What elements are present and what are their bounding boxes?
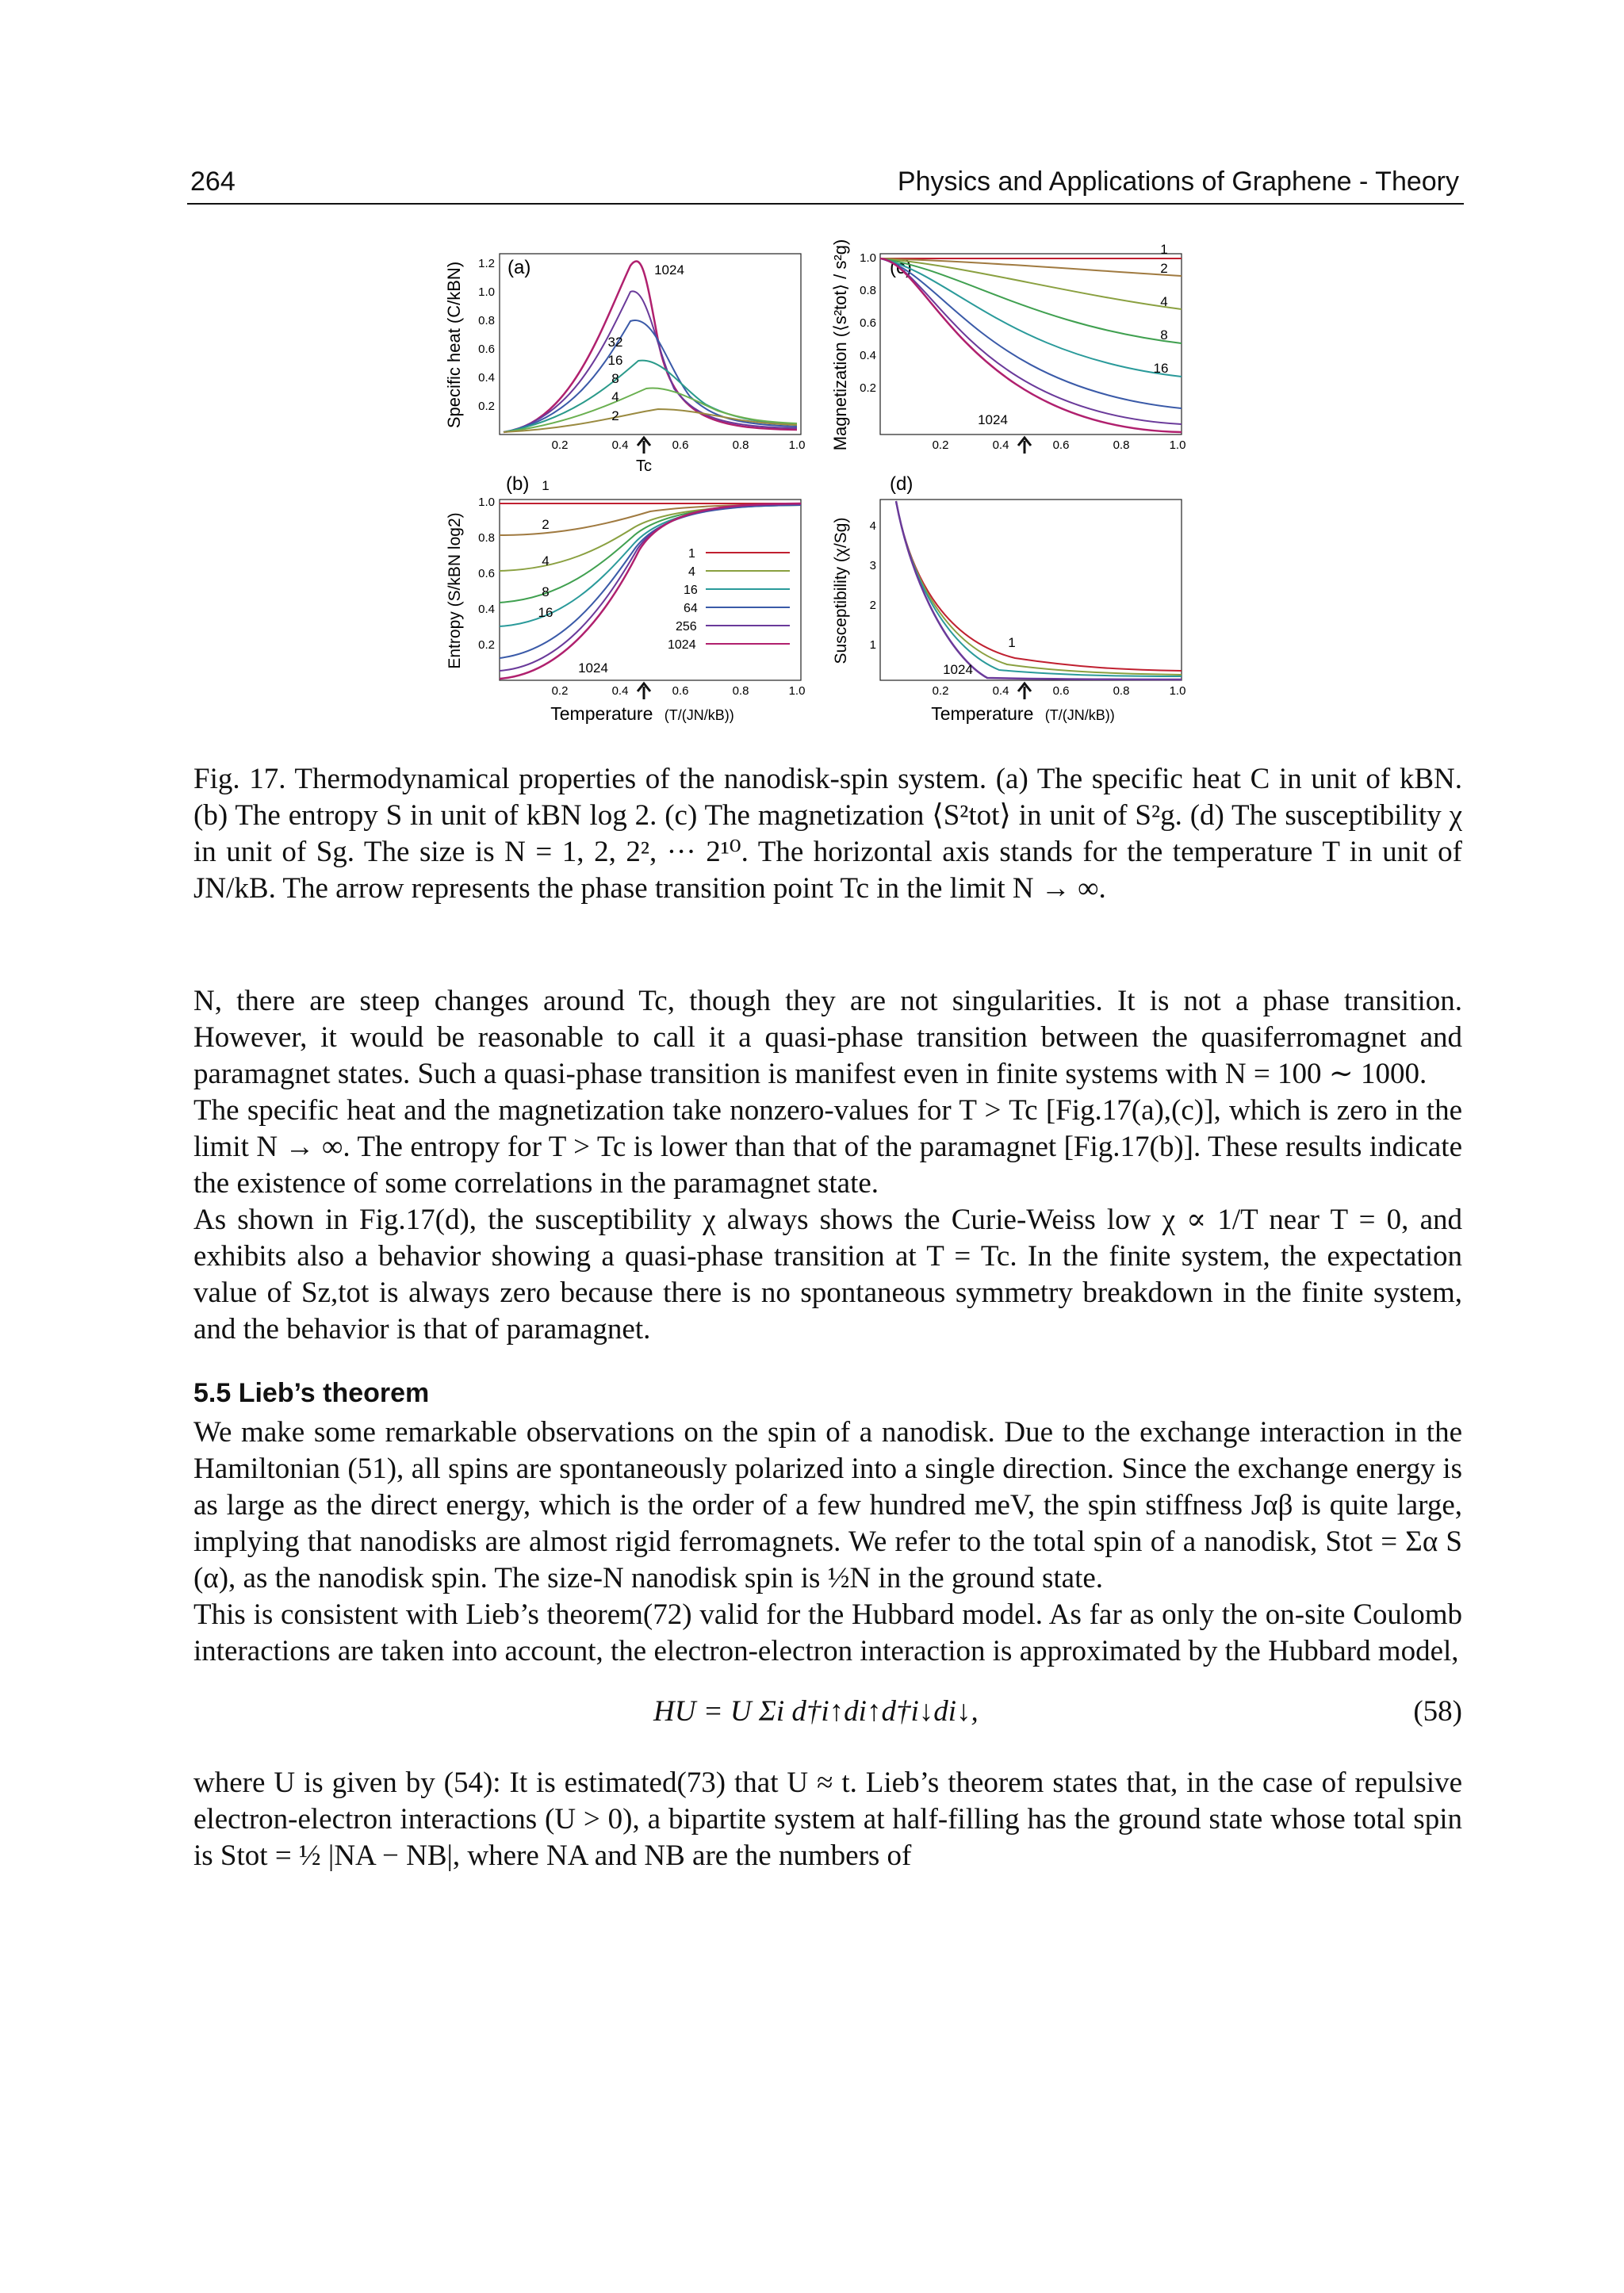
curve-a-16 [504, 320, 797, 432]
tc-arrow-a [638, 438, 650, 454]
section-heading: 5.5 Lieb’s theorem [193, 1378, 430, 1408]
panel-b-xtick: 0.8 [732, 684, 749, 698]
panel-b-ytick: 0.4 [478, 603, 495, 616]
panel-d-xtick: 0.4 [992, 684, 1009, 698]
panel-a-ytick: 0.4 [478, 371, 495, 385]
panel-c-curve-label: 2 [1160, 261, 1168, 276]
panel-a-curve-label: 4 [611, 389, 619, 404]
panel-d-ylabel: Susceptibility (χ/Sg) [832, 517, 850, 664]
panel-b-ylabel: Entropy (S/kBN log2) [446, 512, 464, 669]
panel-b-curve-label: 1 [542, 478, 550, 493]
curve-c-8 [880, 258, 1182, 343]
panel-b-xtick: 0.6 [672, 684, 689, 698]
panel-d-ytick: 4 [869, 519, 876, 533]
panel-c-xtick: 0.2 [932, 438, 949, 452]
panel-a-xtick: 0.4 [611, 438, 629, 452]
panel-b [446, 473, 805, 724]
panel-a-curve-label: 1024 [654, 262, 684, 278]
panel-c-xtick: 0.4 [992, 438, 1009, 452]
legend-label: 256 [676, 620, 697, 634]
panel-a-curve-label: 16 [607, 353, 623, 368]
panel-a-xtick: 1.0 [788, 438, 806, 452]
panel-a-ytick: 1.0 [478, 285, 495, 299]
panel-c-curve-label: 16 [1153, 361, 1169, 376]
panel-a-tc-label: Tc [636, 457, 652, 475]
panel-a-ylabel: Specific heat (C/kBN) [444, 261, 464, 429]
panel-d-xlabel: Temperature (T/(JN/kB)) [931, 703, 1115, 724]
curve-c-2 [880, 258, 1182, 276]
panel-b-label: (b) [506, 473, 530, 495]
panel-b-xtick: 0.4 [611, 684, 629, 698]
legend-label: 64 [684, 602, 698, 615]
tc-arrow-c [1018, 438, 1031, 454]
panel-d-ytick: 3 [869, 559, 876, 572]
panel-b-legend [668, 547, 790, 652]
panel-d-xtick: 0.8 [1113, 684, 1130, 698]
panel-d [832, 473, 1185, 724]
panel-c [830, 239, 1185, 454]
equation-body: HU = U Σi d†i↑di↑d†i↓di↓, [653, 1695, 979, 1728]
panel-b-ytick: 0.8 [478, 531, 495, 545]
panel-b-ytick: 0.6 [478, 567, 495, 580]
panel-b-xtick: 0.2 [551, 684, 569, 698]
paragraph: N, there are steep changes around Tc, though they are not singularities. It is not a phase transition. However, it would be reasonable to call it a quasi-phase transition between the quasiferromagnet and paramagnet states. Such a quasi-phase transition is manifest even in finite systems with N = 100 ∼ 1000. [193, 985, 1462, 1090]
panel-a-ytick: 0.2 [478, 400, 495, 413]
panel-c-curve-label: 8 [1160, 327, 1168, 343]
panel-c-curve-label: 4 [1160, 294, 1168, 309]
panel-a-ytick: 1.2 [478, 257, 495, 270]
panel-c-ytick: 0.8 [860, 284, 876, 297]
equation-number: (58) [1413, 1695, 1462, 1728]
panel-b-ytick: 0.2 [478, 638, 495, 652]
panel-c-ytick: 0.4 [860, 349, 876, 362]
panel-c-ytick: 0.2 [860, 381, 876, 395]
main-text [193, 983, 1462, 1874]
panel-b-curve-label: 16 [538, 605, 553, 620]
panel-d-curve-label: 1024 [943, 662, 973, 677]
panel-c-ylabel: Magnetization (⟨s²tot⟩ / s²g) [830, 239, 850, 451]
legend-label: 16 [684, 584, 698, 597]
curve-d-1024 [896, 501, 1182, 679]
panel-b-xtick: 1.0 [788, 684, 806, 698]
panel-a-ytick: 0.8 [478, 314, 495, 327]
equation-58 [193, 1678, 1462, 1749]
page-number: 264 [190, 167, 236, 197]
figure-caption [193, 761, 1462, 907]
panel-c-ytick: 0.6 [860, 316, 876, 330]
figure-17 [428, 230, 1205, 745]
panel-c-ytick: 1.0 [860, 251, 876, 265]
panel-a [444, 254, 805, 475]
panel-a-ytick: 0.6 [478, 343, 495, 356]
panel-d-xtick: 0.2 [932, 684, 949, 698]
panel-c-label: (c) [890, 257, 912, 278]
curve-c-64 [880, 258, 1182, 408]
panel-b-curve-label: 1024 [578, 660, 608, 676]
curve-a-1024 [504, 261, 797, 432]
curve-d-4 [896, 501, 1182, 675]
running-title: Physics and Applications of Graphene - Theory [897, 167, 1459, 197]
caption-text: Fig. 17. Thermodynamical properties of the nanodisk-spin system. (a) The specific heat C in unit of kBN. (b) The entropy S in unit of kBN log 2. (c) The magnetization ⟨S²tot⟩ in unit of S²g. (d) The susceptibility χ in unit of Sg. The size is N = 1, 2, 2², ··· 2¹⁰. The horizontal axis stands for the temperature T in unit of JN/kB. The arrow represents the phase transition point Tc in the limit N → ∞. [193, 763, 1462, 905]
paragraph: As shown in Fig.17(d), the susceptibility χ always shows the Curie-Weiss low χ ∝ 1/T near T = 0, and exhibits also a behavior showing a quasi-phase transition at T = Tc. In the finite system, the expectation value of Sz,tot is always zero because there is no spontaneous symmetry breakdown in the finite system, and the behavior is that of paramagnet. [193, 1204, 1462, 1346]
panel-a-curve-label: 2 [611, 408, 619, 423]
panel-b-curve-label: 4 [542, 553, 550, 568]
panel-c-xtick: 0.6 [1052, 438, 1070, 452]
legend-label: 1 [688, 547, 695, 561]
panel-a-curve-label: 32 [607, 335, 623, 350]
panel-d-xtick: 0.6 [1052, 684, 1070, 698]
panel-d-ytick: 2 [869, 599, 876, 612]
panel-b-ytick: 1.0 [478, 496, 495, 509]
panel-d-ytick: 1 [869, 638, 876, 652]
header-rule [187, 203, 1464, 205]
tc-arrow-b [638, 683, 650, 699]
panel-c-xtick: 1.0 [1169, 438, 1186, 452]
panel-c-curve-label: 1024 [978, 412, 1008, 427]
paragraph: This is consistent with Lieb’s theorem(72) valid for the Hubbard model. As far as only the on-site Coulomb interactions are taken into account, the electron-electron interaction is approximated by the Hubbard model, [193, 1598, 1462, 1667]
paragraph: The specific heat and the magnetization take nonzero-values for T > Tc [Fig.17(a),(c)], which is zero in the limit N → ∞. The entropy for T > Tc is lower than that of the paramagnet [Fig.17(b)]. These results indicate the existence of some correlations in the paramagnet state. [193, 1094, 1462, 1200]
panel-a-label: (a) [508, 257, 531, 278]
paragraph: where U is given by (54): It is estimated(73) that U ≈ t. Lieb’s theorem states that, in the case of repulsive electron-electron interactions (U > 0), a bipartite system at half-filling has the ground state whose total spin is Stot = ½ |NA − NB|, where NA and NB are the numbers of [193, 1767, 1462, 1872]
curve-d-16 [896, 501, 1182, 676]
panel-a-xtick: 0.2 [551, 438, 569, 452]
panel-c-xtick: 0.8 [1113, 438, 1130, 452]
panel-a-xtick: 0.8 [732, 438, 749, 452]
panel-d-label: (d) [890, 473, 914, 495]
legend-label: 4 [688, 565, 695, 579]
paragraph: We make some remarkable observations on the spin of a nanodisk. Due to the exchange interaction in the Hamiltonian (51), all spins are spontaneously polarized into a single direction. Since the exchange energy is as large as the direct energy, which is the order of a few hundred meV, the spin stiffness Jαβ is quite large, implying that nanodisks are almost rigid ferromagnets. We refer to the total spin of a nanodisk, Stot = Σα S (α), as the nanodisk spin. The size-N nanodisk spin is ½N in the ground state. [193, 1416, 1462, 1594]
panel-a-curve-label: 8 [611, 371, 619, 386]
legend-label: 1024 [668, 638, 696, 652]
panel-a-xtick: 0.6 [672, 438, 689, 452]
panel-d-curve-label: 1 [1008, 635, 1016, 650]
page-header [190, 167, 1459, 206]
panel-b-xlabel: Temperature (T/(JN/kB)) [550, 703, 734, 724]
tc-arrow-d [1018, 683, 1031, 699]
curve-c-16 [880, 258, 1182, 377]
panel-c-curve-label: 1 [1160, 242, 1168, 257]
curve-d-1 [896, 501, 1182, 671]
panel-b-curve-label: 2 [542, 517, 550, 532]
panel-d-xtick: 1.0 [1169, 684, 1186, 698]
panel-b-curve-label: 8 [542, 584, 550, 599]
